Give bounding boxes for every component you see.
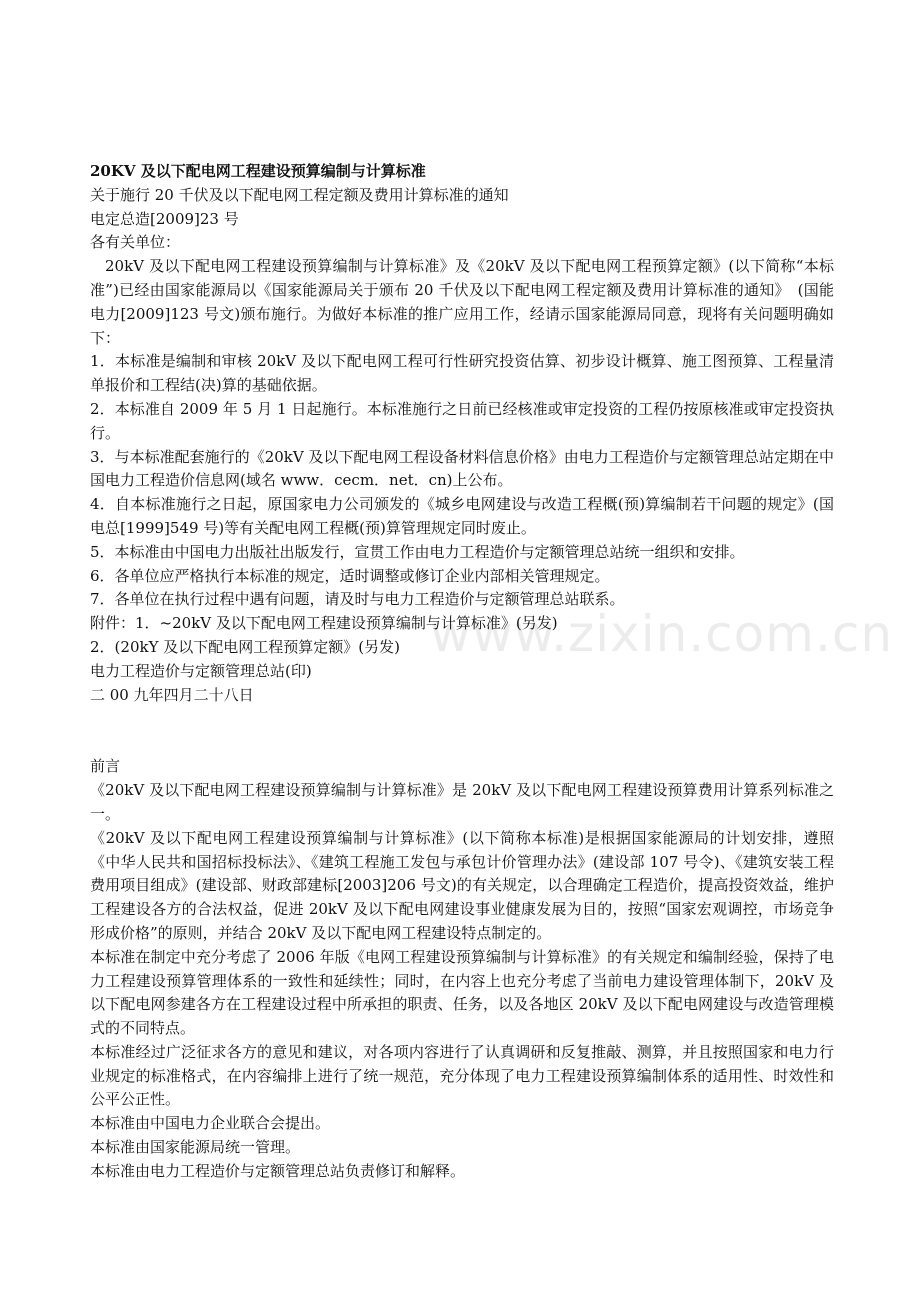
- preface-paragraph: 本标准在制定中充分考虑了 2006 年版《电网工程建设预算编制与计算标准》的有关规定和编制经验，保持了电力工程建设预算管理体系的一致性和延续性；同时，在内容上也充分考虑了当前电力建设管理体制下，20kV 及以下配电网参建各方在工程建设过程中所承担的职责、任务，以及各地区 20kV 及以下配电网建设与改造管理模式的不同特点。: [90, 947, 834, 1038]
- list-item: 4．自本标准施行之日起，原国家电力公司颁发的《城乡电网建设与改造工程概(预)算编制若干问题的规定》(国电总[1999]549 号)等有关配电网工程概(预)算管理规定同时废止。: [90, 495, 834, 537]
- preface-paragraph: 本标准由中国电力企业联合会提出。: [90, 1114, 331, 1133]
- addressee: 各有关单位：: [90, 233, 181, 252]
- document-number: 电定总造[2009]23 号: [90, 209, 239, 228]
- preface-heading: 前言: [90, 757, 121, 776]
- attachment-line: 附件：1．~20kV 及以下配电网工程建设预算编制与计算标准》(另发): [90, 614, 558, 633]
- document-title: 20KV 及以下配电网工程建设预算编制与计算标准: [90, 162, 426, 180]
- notice-title: 关于施行 20 千伏及以下配电网工程定额及费用计算标准的通知: [90, 185, 509, 204]
- list-item: 2．本标准自 2009 年 5 月 1 日起施行。本标准施行之日前已经核准或审定投资的工程仍按原核准或审定投资执行。: [90, 399, 834, 442]
- document-body: [90, 160, 834, 1184]
- intro-paragraph: 20kV 及以下配电网工程建设预算编制与计算标准》及《20kV 及以下配电网工程预算定额》(以下简称“本标准”)已经由国家能源局以《国家能源局关于颁布 20 千伏及以下配电网工程定额及费用计算标准的通知》 (国能电力[2009]123 号文)颁布施行。为做好本标准的推广应用工作，经请示国家能源局同意，现将有关问题明确如下：: [90, 257, 834, 347]
- list-item: 5．本标准由中国电力出版社出版发行，宣贯工作由电力工程造价与定额管理总站统一组织和安排。: [90, 542, 745, 561]
- section-spacer: [90, 707, 834, 755]
- preface-paragraph: 《20kV 及以下配电网工程建设预算编制与计算标准》是 20kV 及以下配电网工程建设预算费用计算系列标准之一。: [90, 781, 834, 823]
- issuer: 电力工程造价与定额管理总站(印): [90, 661, 312, 680]
- attachment-line: 2．(20kY 及以下配电网工程预算定额》(另发): [90, 637, 400, 656]
- preface-paragraph: 《20kV 及以下配电网工程建设预算编制与计算标准》(以下简称本标准)是根据国家能源局的计划安排，遵照《中华人民共和国招标投标法》、《建筑工程施工发包与承包计价管理办法》(建设部 107 号令)、《建筑安装工程费用项目组成》(建设部、财政部建标[2003]206 号文)的有关规定，以合理确定工程造价，提高投资效益，维护工程建设各方的合法权益，促进 20kV 及以下配电网建设事业健康发展为目的，按照“国家宏观调控，市场竞争形成价格”的原则，并结合 20kV 及以下配电网工程建设特点制定的。: [90, 828, 834, 942]
- preface-paragraph: 本标准经过广泛征求各方的意见和建议，对各项内容进行了认真调研和反复推敲、测算，并且按照国家和电力行业规定的标准格式，在内容编排上进行了统一规范，充分体现了电力工程建设预算编制体系的适用性、时效性和公平公正性。: [90, 1042, 834, 1109]
- preface-paragraph: 本标准由电力工程造价与定额管理总站负责修订和解释。: [90, 1161, 466, 1180]
- issue-date: 二 00 九年四月二十八日: [90, 685, 254, 704]
- list-item: 1．本标准是编制和审核 20kV 及以下配电网工程可行性研究投资估算、初步设计概算、施工图预算、工程量清单报价和工程结(决)算的基础依据。: [90, 352, 834, 395]
- watermark-text: www.zixin.com.cn: [430, 605, 894, 663]
- preface-paragraph: 本标准由国家能源局统一管理。: [90, 1138, 301, 1157]
- list-item: 6．各单位应严格执行本标准的规定，适时调整或修订企业内部相关管理规定。: [90, 566, 610, 585]
- list-item: 7．各单位在执行过程中遇有问题，请及时与电力工程造价与定额管理总站联系。: [90, 590, 625, 609]
- list-item: 3．与本标准配套施行的《20kV 及以下配电网工程设备材料信息价格》由电力工程造价与定额管理总站定期在中国电力工程造价信息网(域名 www．cecm．net．cn)上公布。: [90, 447, 834, 490]
